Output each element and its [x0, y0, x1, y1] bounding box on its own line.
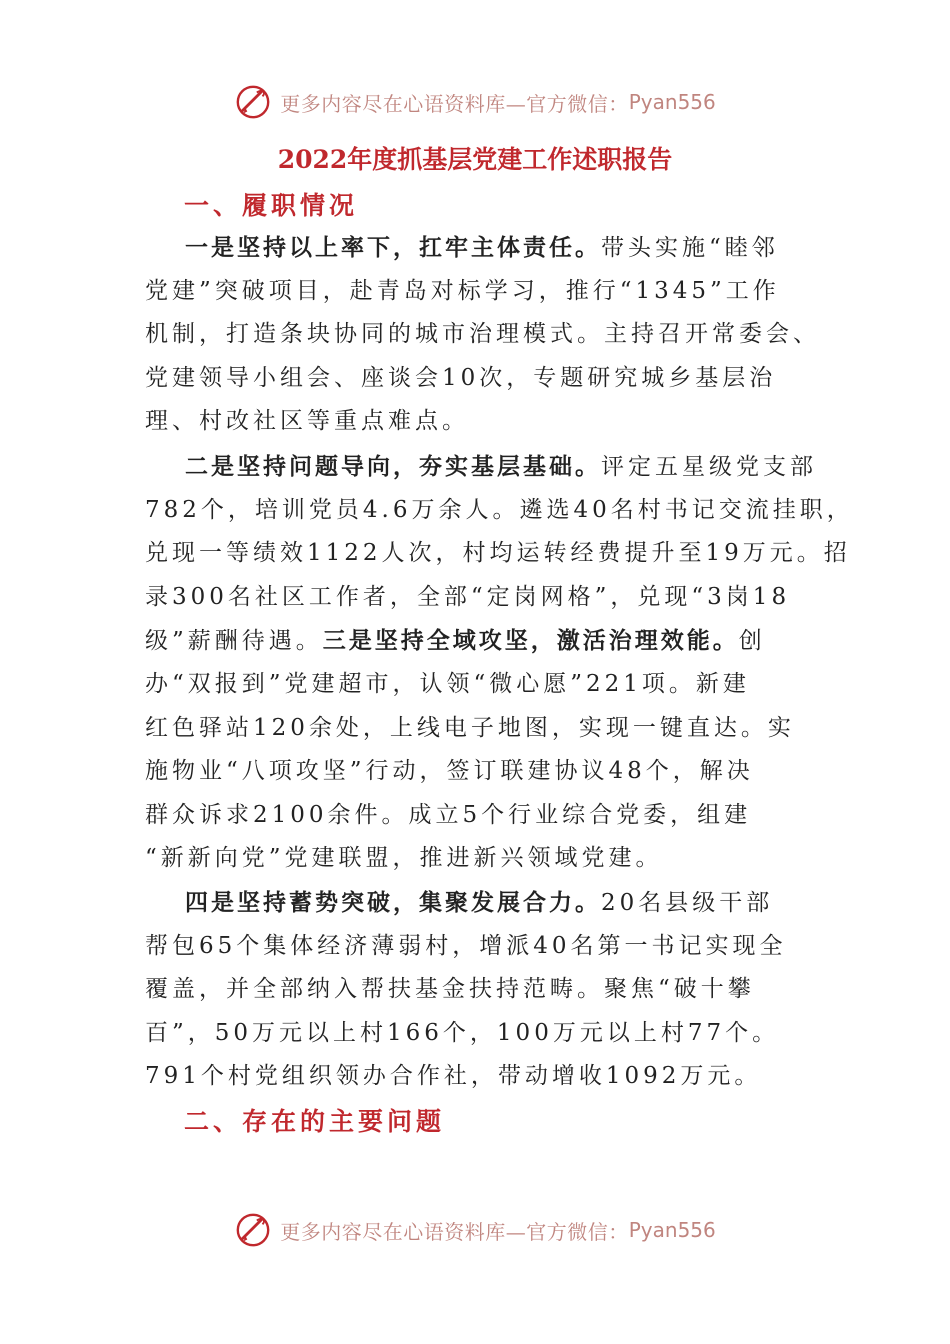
page-title: 2022年度抓基层党建工作述职报告: [277, 145, 673, 174]
paragraph-lead: 二是坚持问题导向，夯实基层基础。: [185, 453, 601, 480]
paragraph-line: 办“双报到”党建超市，认领“微心愿”221项。新建: [145, 670, 750, 697]
paragraph-line: 党建”突破项目，赴青岛对标学习，推行“1345”工作: [145, 277, 780, 304]
paragraph-line: 覆盖，并全部纳入帮扶基金扶持范畴。聚焦“破十攀: [145, 976, 755, 1003]
paragraph-text: 20名县级干部: [601, 890, 774, 916]
paragraph-2: [145, 445, 854, 881]
pen-logo-icon: [234, 83, 272, 121]
banner-wechat-id: Pyan556: [628, 1218, 716, 1242]
paragraph-line: 791个村党组织领办合作社，带动增收1092万元。: [145, 1063, 762, 1090]
section-heading-2: 二、存在的主要问题: [184, 1107, 446, 1136]
paragraph-1: [145, 226, 825, 444]
paragraph-text: 级”薪酬待遇。: [145, 628, 323, 655]
paragraph-line: [145, 445, 825, 489]
paragraph-line: 百”，50万元以上村166个，100万元以上村77个。: [145, 1019, 780, 1046]
paragraph-lead: 四是坚持蓄势突破，集聚发展合力。: [185, 889, 601, 916]
paragraph-3: [145, 881, 825, 1099]
paragraph-line: 红色驿站120余处，上线电子地图，实现一键直达。实: [145, 714, 795, 741]
paragraph-lead: 一是坚持以上率下，扛牢主体责任。: [185, 234, 601, 261]
pen-logo-icon: [234, 1211, 272, 1249]
paragraph-line: 群众诉求2100余件。成立5个行业综合党委，组建: [145, 801, 752, 828]
paragraph-line: [145, 881, 825, 925]
paragraph-text: 创: [738, 628, 766, 655]
banner-wechat-id: Pyan556: [628, 90, 716, 114]
paragraph-line: 党建领导小组会、座谈会10次，专题研究城乡基层治: [145, 364, 777, 391]
paragraph-line: 理、村改社区等重点难点。: [145, 408, 469, 435]
footer-banner: [0, 1208, 950, 1252]
header-banner: [0, 80, 950, 124]
banner-text: 更多内容尽在心语资料库—官方微信：: [280, 1219, 629, 1244]
paragraph-line: 兑现一等绩效1122人次，村均运转经费提升至19万元。招: [145, 540, 851, 567]
paragraph-line: [145, 226, 825, 270]
paragraph-text: 评定五星级党支部: [601, 454, 817, 480]
paragraph-text: 带头实施“睦邻: [601, 235, 779, 261]
paragraph-line: 施物业“八项攻坚”行动，签订联建协议48个，解决: [145, 758, 754, 785]
paragraph-line: 帮包65个集体经济薄弱村，增派40名第一书记实现全: [145, 932, 787, 959]
paragraph-line: 录300名社区工作者，全部“定岗网格”，兑现“3岗18: [145, 583, 791, 610]
paragraph-line: [145, 619, 825, 663]
section-heading-1: 一、履职情况: [184, 191, 359, 220]
banner-text: 更多内容尽在心语资料库—官方微信：: [280, 91, 629, 116]
paragraph-lead: 三是坚持全域攻坚，激活治理效能。: [322, 627, 739, 655]
paragraph-line: 机制，打造条块协同的城市治理模式。主持召开常委会、: [145, 321, 820, 348]
paragraph-line: “新新向党”党建联盟，推进新兴领域党建。: [145, 845, 663, 872]
paragraph-line: 782个，培训党员4.6万余人。遴选40名村书记交流挂职，: [145, 496, 854, 523]
